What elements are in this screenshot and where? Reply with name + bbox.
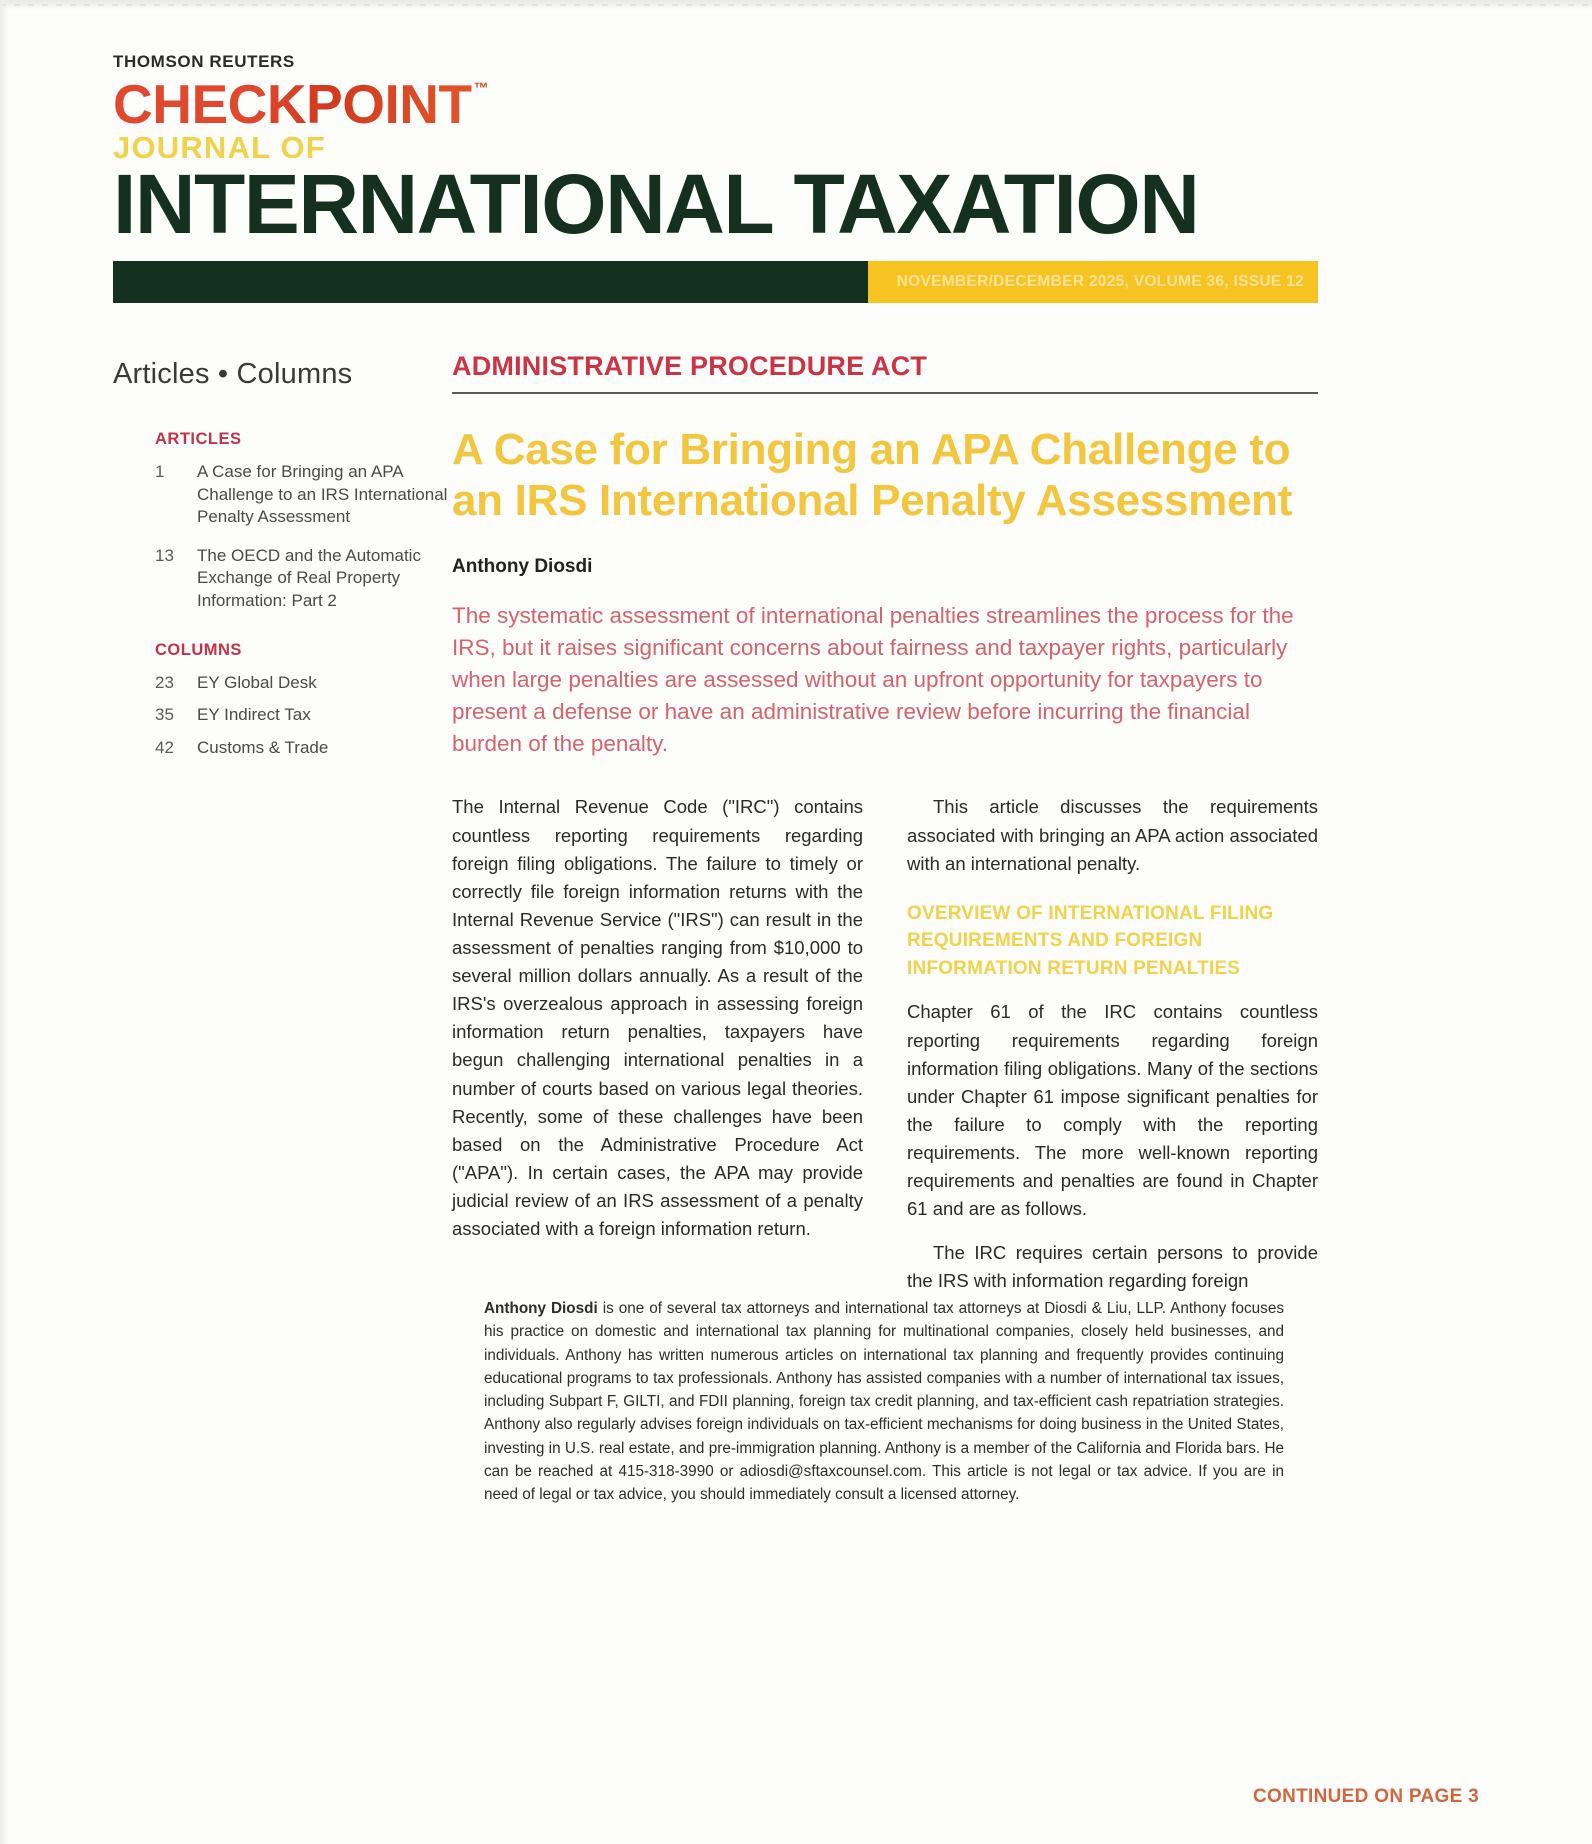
masthead-bar-yellow xyxy=(868,261,1318,303)
toc-column-item[interactable] xyxy=(155,704,450,727)
journal-title: INTERNATIONAL TAXATION xyxy=(113,157,1199,252)
toc-column-item[interactable] xyxy=(155,737,450,760)
toc-page-number: 1 xyxy=(155,462,165,481)
article-headline: A Case for Bringing an APA Challenge to an IRS International Penalty Assessment xyxy=(452,424,1293,525)
article-column-right xyxy=(907,793,1318,1311)
scan-edge-left xyxy=(0,0,8,1844)
body-paragraph: Chapter 61 of the IRC contains countless reporting requirements regarding foreign information filing obligations. Many of the sections under Chapter 61 impose significant penalties for the failure to comply with the reporting requirements. The more well-known reporting requirements and penalties are found in Chapter 61 and are as follows. xyxy=(907,1001,1318,1220)
scan-dot-marks xyxy=(0,4,1592,6)
toc-column-item[interactable] xyxy=(155,672,450,695)
masthead-bar xyxy=(113,261,1318,303)
masthead-bar-green xyxy=(113,261,868,303)
issue-line: NOVEMBER/DECEMBER 2025, VOLUME 36, ISSUE 12 xyxy=(896,273,1304,291)
kicker-divider xyxy=(452,392,1318,394)
bio-author-name: Anthony Diosdi xyxy=(484,1300,598,1317)
article-columns xyxy=(452,793,1318,1311)
checkpoint-brand xyxy=(113,73,1318,135)
toc-article-title: The OECD and the Automatic Exchange of Real Property Information: Part 2 xyxy=(197,545,421,611)
toc-article-item[interactable] xyxy=(155,545,450,613)
article-column-left xyxy=(452,793,863,1311)
body-paragraph: The IRC requires certain persons to provide the IRS with information regarding foreign xyxy=(907,1242,1318,1292)
journal-of-label: JOURNAL OF xyxy=(113,130,326,166)
toc-page-number: 35 xyxy=(155,705,174,725)
article-body xyxy=(452,352,1318,1312)
checkpoint-wordmark: CHECKPOINT xyxy=(113,73,472,135)
toc-page-number: 42 xyxy=(155,737,174,757)
author-bio xyxy=(484,1297,1284,1506)
toc-article-item[interactable] xyxy=(155,461,450,529)
toc-column-title: Customs & Trade xyxy=(197,737,329,757)
toc-page-number: 13 xyxy=(155,545,174,565)
publisher-name: THOMSON REUTERS xyxy=(113,52,295,71)
toc-column-title: EY Indirect Tax xyxy=(197,705,311,725)
body-paragraph: The Internal Revenue Code ("IRC") contains countless reporting requirements regarding foreign filing obligations. The failure to timely or correctly file foreign information returns with the Internal Revenue Service ("IRS") can result in the assessment of penalties ranging from $10,000 to several million dollars annually. As a result of the IRS's overzealous approach in assessing foreign information return penalties, taxpayers have begun challenging international penalties in a number of courts based on various legal theories. Recently, some of these challenges have been based on the Administrative Procedure Act ("APA"). In certain cases, the APA may provide judicial review of an IRS assessment of a penalty associated with a foreign information return. xyxy=(452,796,863,1240)
toc-heading-articles: ARTICLES xyxy=(155,430,242,448)
toc-heading-columns: COLUMNS xyxy=(155,640,242,659)
article-kicker: ADMINISTRATIVE PROCEDURE ACT xyxy=(452,351,928,381)
masthead xyxy=(113,52,1318,303)
toc-page-number: 23 xyxy=(155,672,174,692)
continued-on-page: CONTINUED ON PAGE 3 xyxy=(1253,1786,1479,1807)
toc-column-title: EY Global Desk xyxy=(197,672,317,692)
bio-text xyxy=(484,1297,1284,1506)
article-section-heading: OVERVIEW OF INTERNATIONAL FILING REQUIREMENTS AND FOREIGN INFORMATION RETURN PENALTIES xyxy=(907,902,1274,979)
article-abstract: The systematic assessment of international penalties streamlines the process for the IRS, but it raises significant concerns about fairness and taxpayer rights, particularly when large penalties are assessed without an upfront opportunity for taxpayers to present a defense or have an administrative review before incurring the financial burden of the penalty. xyxy=(452,602,1294,756)
trademark-symbol: ™ xyxy=(473,80,489,97)
toc-article-title: A Case for Bringing an APA Challenge to an IRS International Penalty Assessment xyxy=(197,462,448,527)
article-byline: Anthony Diosdi xyxy=(452,555,593,577)
table-of-contents xyxy=(155,430,450,769)
body-paragraph: This article discusses the requirements associated with bringing an APA action associated with an international penalty. xyxy=(907,796,1318,874)
bio-description: is one of several tax attorneys and international tax attorneys at Diosdi & Liu, LLP. Anthony focuses his practice on domestic and international tax planning for multinational companies, closely held businesses, and individuals. Anthony has written numerous articles on international tax planning and frequently provides continuing educational programs to tax professionals. Anthony has assisted companies with a number of international tax issues, including Subpart F, GILTI, and FDII planning, foreign tax credit planning, and tax-efficient cash repatriation strategies. Anthony also regularly advises foreign individuals on tax-efficient mechanisms for doing business in the United States, investing in U.S. real estate, and pre-immigration planning. Anthony is a member of the California and Florida bars. He can be reached at 415-318-3990 or adiosdi@sftaxcounsel.com. This article is not legal or tax advice. If you are in need of legal or tax advice, you should immediately consult a licensed attorney. xyxy=(484,1300,1284,1503)
section-label: Articles • Columns xyxy=(113,358,353,390)
